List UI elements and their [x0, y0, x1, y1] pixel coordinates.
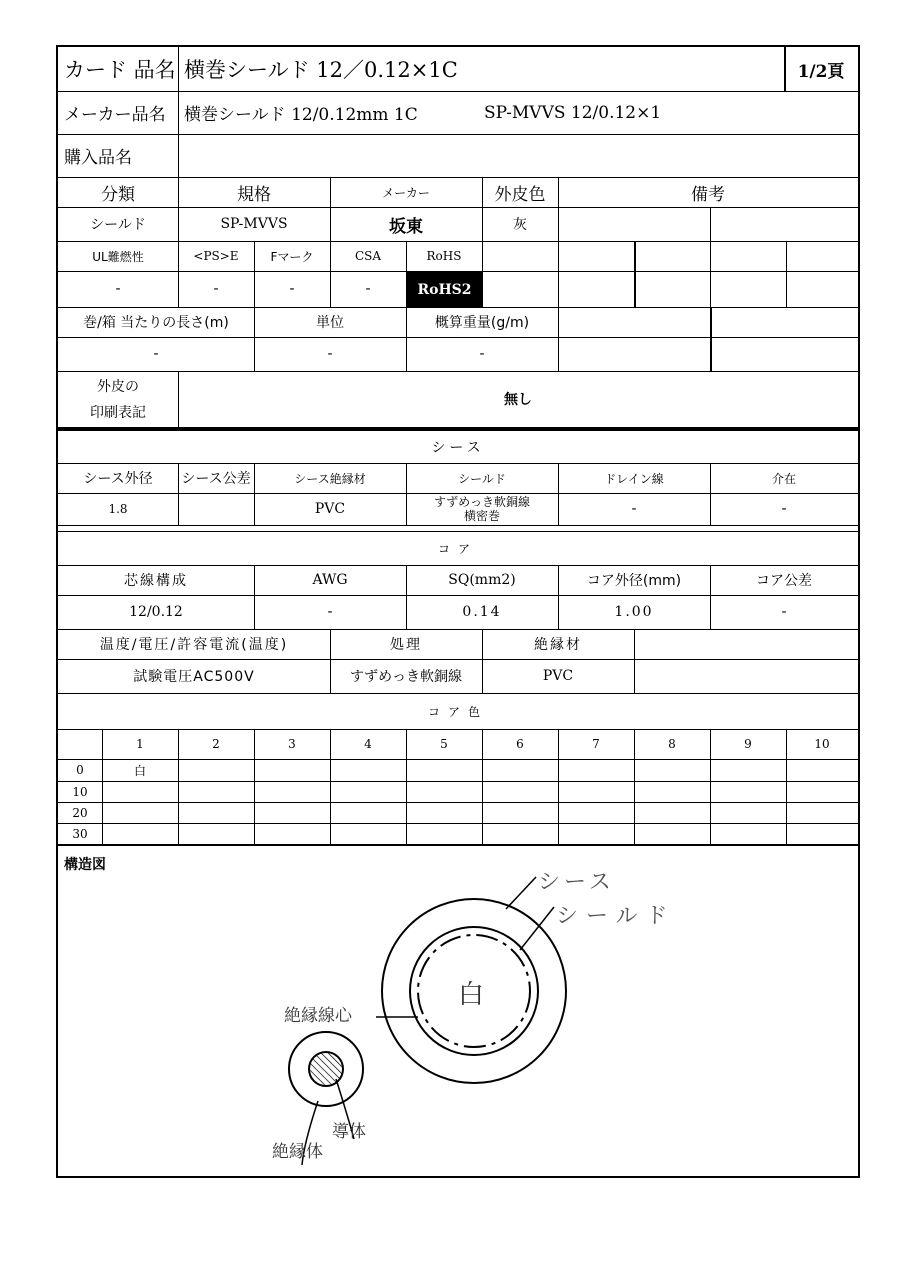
color-column-header: 10	[814, 737, 830, 751]
shield-label: シールド	[458, 471, 506, 486]
weight-label: 概算重量(g/m)	[434, 315, 530, 331]
classification-label: 分類	[101, 184, 135, 205]
awg-label: AWG	[312, 572, 348, 588]
sheath-tolerance-value	[178, 493, 254, 525]
core-tolerance-label: コア公差	[756, 573, 812, 589]
cert-label: <PS>E	[193, 249, 239, 263]
insulation-label: 絶縁材	[534, 637, 582, 653]
sheath-section-title: シース	[431, 439, 485, 456]
insulated-core-callout: 絶縁線心	[284, 1006, 352, 1026]
shield-callout: シールド	[556, 904, 676, 929]
card-name-label: カード 品名	[64, 58, 176, 82]
rohs-badge: RoHS2	[407, 272, 482, 307]
color-row-label: 10	[72, 784, 88, 799]
core-construction-label: 芯線構成	[124, 573, 188, 589]
core-color-label: 白	[458, 980, 485, 1010]
cert-label: Fマーク	[270, 249, 314, 264]
structure-diagram	[58, 847, 858, 1177]
length-label: 巻/箱 当たりの長さ(m)	[83, 315, 229, 331]
sq-label: SQ(mm2)	[448, 572, 516, 588]
sheath-insulation-value: PVC	[314, 501, 346, 517]
print-label-line2: 印刷表記	[90, 405, 146, 421]
core-construction-value: 12/0.12	[129, 604, 183, 620]
structure-title: 構造図	[64, 857, 106, 873]
remarks-label: 備考	[691, 184, 725, 205]
maker-name-label: メーカー品名	[64, 105, 166, 125]
color-column-header: 6	[516, 737, 524, 751]
filler-value: -	[781, 501, 787, 517]
rating-label: 温度/電圧/許容電流(温度)	[99, 637, 289, 653]
unit-value: -	[327, 346, 333, 362]
standard-label: 規格	[237, 184, 271, 205]
color-column-header: 3	[288, 737, 296, 751]
cert-label: UL難燃性	[92, 249, 144, 264]
core-od-value: 1.00	[614, 604, 654, 620]
page-number: 1/2頁	[797, 61, 845, 82]
treatment-value: すずめっき軟銅線	[350, 669, 462, 685]
sheath-color-label: 外皮色	[494, 184, 546, 205]
rating-value: 試験電圧AC500V	[133, 669, 255, 685]
weight-value: -	[479, 346, 485, 362]
cert-label: CSA	[354, 249, 382, 263]
purchase-name-value	[178, 134, 858, 177]
core-tolerance-value: -	[781, 604, 787, 620]
classification-value: シールド	[90, 217, 146, 233]
sheath-tolerance-label: シース公差	[181, 471, 251, 487]
print-value: 無し	[504, 392, 532, 408]
sq-value: 0.14	[462, 604, 502, 620]
color-cell: 白	[133, 763, 146, 778]
conductor-circle	[309, 1052, 343, 1086]
purchase-name-label: 購入品名	[64, 148, 132, 168]
maker-label: メーカー	[382, 185, 430, 200]
color-column-header: 8	[668, 737, 676, 751]
insulator-callout: 絶縁体	[272, 1142, 323, 1162]
filler-label: 介在	[771, 471, 796, 486]
print-label-line1: 外皮の	[97, 379, 139, 395]
length-value: -	[153, 346, 159, 362]
color-column-header: 4	[364, 737, 372, 751]
color-row-label: 20	[72, 805, 88, 820]
core-od-label: コア外径(mm)	[586, 573, 682, 589]
sheath-od-label: シース外径	[83, 471, 153, 487]
color-column-header: 5	[440, 737, 448, 751]
color-column-header: 2	[212, 737, 220, 751]
sheath-color-value: 灰	[513, 217, 527, 233]
cert-value: -	[213, 281, 219, 297]
drain-wire-label: ドレイン線	[604, 471, 664, 486]
color-column-header: 9	[744, 737, 752, 751]
remarks-value-2	[710, 207, 858, 241]
shield-value: すずめっき軟銅線横密巻	[433, 495, 530, 523]
sheath-insulation-label: シース絶縁材	[294, 471, 366, 486]
maker-value: 坂東	[389, 216, 423, 237]
color-column-header: 1	[136, 737, 144, 751]
spec-sheet	[56, 45, 860, 1178]
conductor-callout: 導体	[332, 1122, 366, 1142]
color-column-header: 7	[592, 737, 600, 751]
cert-value: -	[289, 281, 295, 297]
remarks-value-1	[558, 207, 710, 241]
insulation-value: PVC	[542, 668, 574, 684]
cert-label: RoHS	[426, 249, 462, 263]
maker-code: SP-MVVS 12/0.12×1	[484, 102, 662, 123]
cert-value: -	[115, 281, 121, 297]
core-section-title: コア	[437, 541, 478, 556]
color-row-label: 30	[72, 826, 88, 841]
awg-value: -	[327, 604, 333, 620]
drain-wire-value: -	[631, 501, 637, 517]
sheath-od-value: 1.8	[108, 502, 128, 516]
cert-value: -	[365, 281, 371, 297]
treatment-label: 処理	[390, 637, 422, 653]
maker-name-value: 横巻シールド 12/0.12mm 1C	[184, 105, 418, 125]
standard-value: SP-MVVS	[220, 216, 288, 232]
color-row-label: 0	[76, 763, 84, 777]
sheath-callout: シース	[538, 870, 615, 895]
core-color-title: コア色	[427, 704, 488, 719]
card-name-value: 横巻シールド 12／0.12×1C	[184, 58, 458, 82]
unit-label: 単位	[316, 315, 344, 331]
